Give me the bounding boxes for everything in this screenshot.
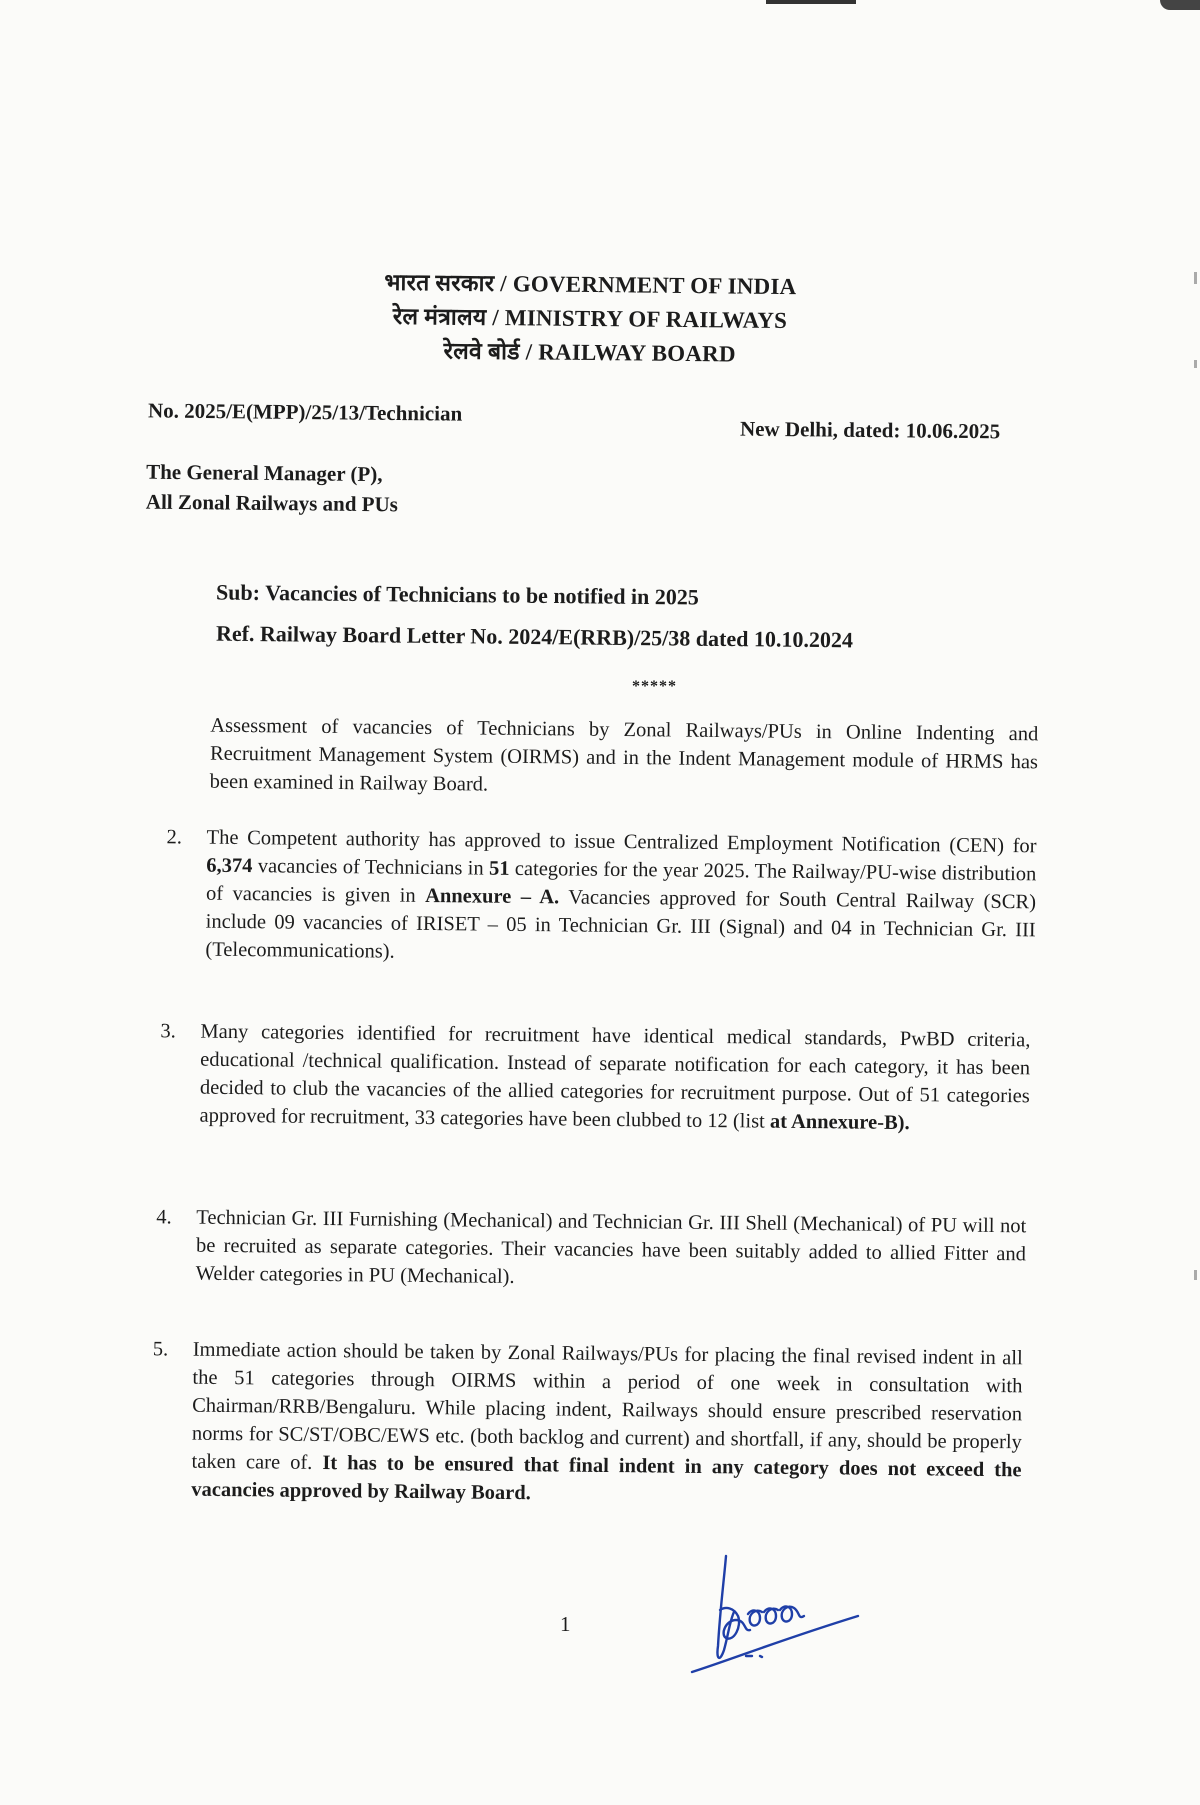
scan-edge-mark [1194, 272, 1197, 284]
paragraph-4 [156, 1204, 1027, 1297]
paragraph-1-text: Assessment of vacancies of Technicians by Zonal Railways/PUs in Online Indenting and Recruitment Management System (OIRMS) and in the Indent Management module of HRMS has been examined in Railway Board. [209, 714, 1039, 796]
paragraph-1 [210, 712, 1039, 805]
letter-date: New Delhi, dated: 10.06.2025 [739, 416, 1001, 444]
scan-mark-top [766, 0, 856, 4]
signature-icon [690, 1550, 880, 1680]
paragraph-number: 4. [156, 1206, 172, 1229]
vacancy-count: 6,374 [206, 854, 253, 878]
paragraph-number: 5. [152, 1338, 169, 1361]
annexure-b-ref: at Annexure-B). [769, 1110, 910, 1135]
paragraph-number: 3. [160, 1020, 176, 1043]
paragraph-3-text: Many categories identified for recruitment have identical medical standards, PwBD criteria, educational /technical qualification. Instead of separate notification for each category, it has been decided to club the vacancies of the allied categories for recruitment purpose. Out of 51 categories approved for recruitment, 33 categories have been clubbed to 12 (list [199, 1020, 1031, 1133]
paragraph-number: 2. [166, 826, 183, 849]
subject-line: Sub: Vacancies of Technicians to be notified in 2025 [215, 579, 699, 610]
paragraph-2-text: categories for the year 2025. The Railway/PU-wise distribution of vacancies is given in [205, 857, 1037, 907]
paragraph-5-emphasis: It has to be ensured that final indent in any category does not exceed the vacancies approved by Railway Board. [191, 1452, 1022, 1505]
letterhead [349, 265, 830, 372]
page-number: 1 [560, 1612, 571, 1636]
paragraph-4-text: Technician Gr. III Furnishing (Mechanical) and Technician Gr. III Shell (Mechanical) of PU will not be recruited as separate categories. Their vacancies have been suitably added to allied Fitter and Welder categories in PU (Mechanical). [195, 1206, 1027, 1288]
header-ministry: रेल मंत्रालय / MINISTRY OF RAILWAYS [392, 303, 788, 334]
annexure-a-ref: Annexure – A. [425, 884, 560, 909]
paragraph-2-text: The Competent authority has approved to issue Centralized Employment Notification (CEN) for [206, 826, 1037, 858]
separator-stars: ***** [632, 678, 677, 695]
header-board: रेलवे बोर्ड / RAILWAY BOARD [443, 338, 736, 367]
paragraph-5 [152, 1336, 1023, 1513]
paragraph-3 [160, 1018, 1031, 1139]
paragraph-5-text: Immediate action should be taken by Zonal Railways/PUs for placing the final revised indent in all the 51 categories through OIRMS within a period of one week in consultation with Chairman/RRB/Bengaluru. While placing indent, Railways should ensure prescribed reservation norms for SC/ST/OBC/EWS etc. (both backlog and current) and shortfall, if any, should be properly taken care of. [191, 1338, 1023, 1475]
addressee-line-1: The General Manager (P), [146, 459, 383, 487]
letter-number: No. 2025/E(MPP)/25/13/Technician [147, 398, 463, 426]
category-count: 51 [488, 857, 510, 880]
paragraph-2 [166, 824, 1037, 973]
scan-edge-mark [1194, 360, 1197, 368]
paragraph-2-text: Vacancies approved for South Central Railway (SCR) include 09 vacancies of IRISET – 05 in Technician Gr. III (Signal) and 04 in Technician Gr. III (Telecommunications). [205, 886, 1037, 963]
reference-line: Ref. Railway Board Letter No. 2024/E(RRB)/25/38 dated 10.10.2024 [215, 620, 854, 653]
header-government: भारत सरकार / GOVERNMENT OF INDIA [384, 269, 797, 300]
scan-mark-corner [1160, 0, 1200, 10]
paragraph-2-text: vacancies of Technicians in [252, 855, 490, 880]
addressee [146, 457, 399, 520]
addressee-line-2: All Zonal Railways and PUs [145, 489, 399, 517]
scan-edge-mark [1194, 1270, 1197, 1280]
